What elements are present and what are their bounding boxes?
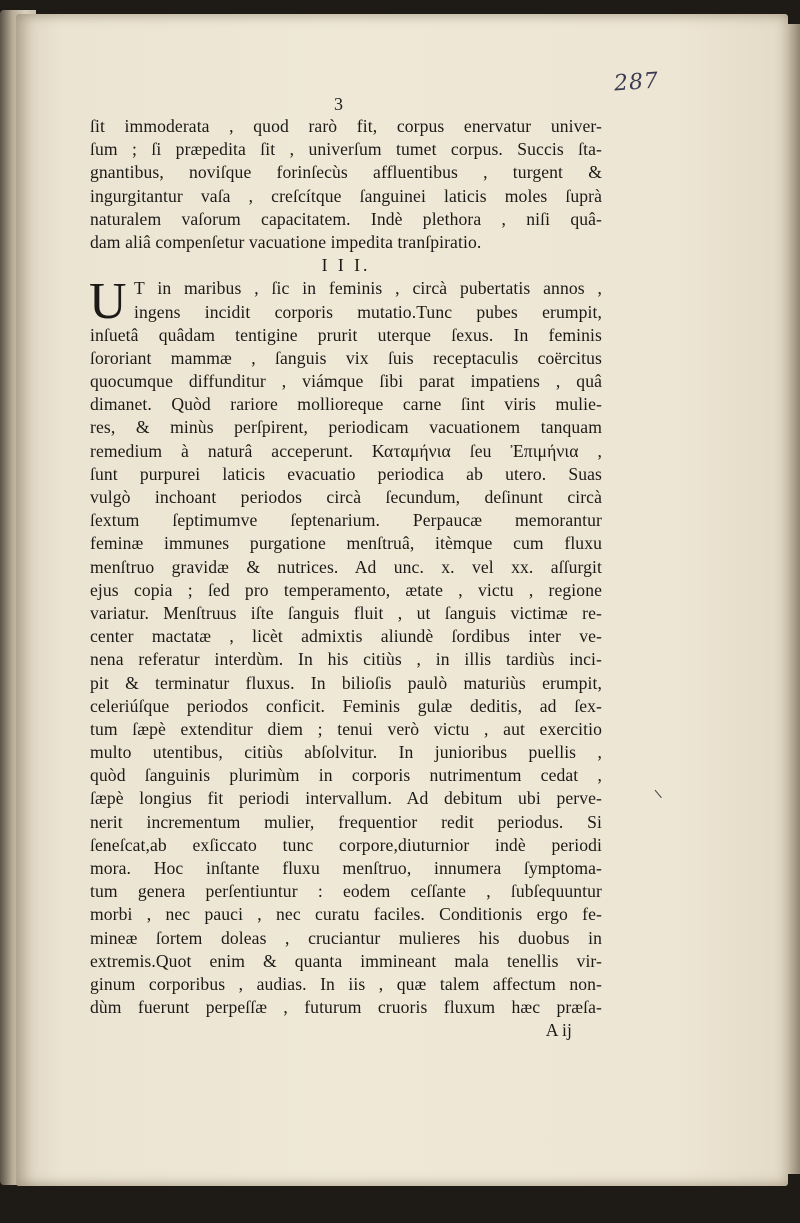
- text-line: nerit incrementum mulier, frequentior redit periodus. Si: [90, 811, 602, 832]
- text-line: quocumque diffunditur , viámque ſibi parat impatiens , quâ: [90, 371, 602, 392]
- text-line: extremis.Quot enim & quanta immineant mala tenellis vir-: [90, 950, 602, 971]
- text-line: ſit immoderata , quod rarò fit, corpus enervatur univer-: [90, 116, 602, 136]
- text-line: pit & terminatur fluxus. In bilioſis paulò maturiùs erumpit,: [90, 672, 602, 693]
- text-line: morbi , nec pauci , nec curatu faciles. Conditionis ergo fe-: [90, 904, 602, 925]
- text-line: gnantibus, noviſque forinſecùs affluentibus , turgent &: [90, 162, 602, 183]
- text-line: feminæ immunes purgatione menſtruâ, itèmque cum fluxu: [90, 533, 602, 554]
- text-line: ginum corporibus , audias. In iis , quæ talem affectum non-: [90, 973, 602, 994]
- text-line: ſextum ſeptimumve ſeptenarium. Perpaucæ memorantur: [90, 510, 602, 531]
- signature-footer: A ij: [545, 1020, 572, 1041]
- text-line: naturalem vaſorum capacitatem. Indè plethora , niſi quâ-: [90, 208, 602, 229]
- text-line: center mactatæ , licèt admixtis aliundè ſordibus inter ve-: [90, 626, 602, 647]
- text-line: quòd ſanguinis plurimùm in corporis nutrimentum cedat ,: [90, 765, 602, 786]
- paragraph-1: [90, 115, 602, 254]
- handwritten-folio-number: 287: [613, 68, 660, 97]
- text-line: ejus copia ; ſed pro temperamento, ætate , victu , regione: [90, 579, 602, 600]
- text-line: tum genera perſentiuntur : eodem ceſſante , ſubſequuntur: [90, 881, 602, 902]
- main-text-block: [90, 115, 602, 1043]
- text-line: variatur. Menſtruus iſte ſanguis fluit , ut ſanguis victimæ re-: [90, 602, 602, 623]
- drop-cap: U: [89, 273, 127, 331]
- text-line: dimanet. Quòd rariore mollioreque carne ſint viris mulie-: [90, 394, 602, 415]
- right-page-edge: [788, 24, 800, 1174]
- text-line: ſunt purpurei laticis evacuatio periodica ab utero. Suas: [90, 463, 602, 484]
- text-line: tum ſæpè extenditur diem ; tenui verò victu , aut exercitio: [90, 718, 602, 739]
- text-line: ſeneſcat,ab exſiccato tunc corpore,diuturnior indè periodi: [90, 834, 602, 855]
- text-line: dùm fuerunt perpeſſæ , futurum cruoris fluxum hæc præſa-: [90, 997, 602, 1018]
- text-line: nena referatur interdùm. In his citiùs , in illis tardiùs inci-: [90, 649, 602, 670]
- text-line: ſororiant mammæ , ſanguis vix ſuis receptaculis coërcitus: [90, 347, 602, 368]
- text-line: res, & minùs perſpirent, periodicam vacuationem tanquam: [90, 417, 602, 438]
- text-line: menſtruo gravidæ & nutrices. Ad unc. x. vel xx. aſſurgit: [90, 556, 602, 577]
- text-line: celeriúſque periodos conficit. Feminis gulæ deditis, ad ſex-: [90, 695, 602, 716]
- paragraph-2: [89, 273, 602, 1019]
- text-line: ingurgitantur vaſa , creſcítque ſanguinei laticis moles ſuprà: [90, 185, 602, 206]
- text-line: ingens incidit corporis mutatio.Tunc pubes erumpit,: [134, 301, 602, 322]
- text-line: dam aliâ compenſetur vacuatione impedita tranſpiratio.: [90, 231, 482, 252]
- signature-mark: 3: [334, 94, 343, 114]
- text-line: multo utentibus, citiùs abſolvitur. In junioribus puellis ,: [90, 742, 602, 763]
- text-line: mora. Hoc inſtante fluxu menſtruo, innumera ſymptoma-: [90, 858, 602, 878]
- section-heading: I I I.: [321, 255, 371, 276]
- text-line: inſuetâ quâdam tentigine prurit uterque ſexus. In feminis: [90, 324, 602, 345]
- text-line: ſum ; ſi præpedita ſit , univerſum tumet corpus. Succis ſta-: [90, 139, 602, 160]
- text-line: ſæpè longius fit periodi intervallum. Ad debitum ubi perve-: [90, 788, 602, 809]
- text-line: remedium à naturâ acceperunt. Καταμήνια ſeu Ἐπιμήνια ,: [90, 440, 602, 461]
- text-line: mineæ ſortem doleas , cruciantur mulieres his duobus in: [90, 927, 602, 948]
- text-line: T in maribus , ſic in feminis , circà pubertatis annos ,: [134, 278, 602, 299]
- text-line: vulgò inchoant periodos circà ſecundum, deſinunt circà: [90, 487, 602, 507]
